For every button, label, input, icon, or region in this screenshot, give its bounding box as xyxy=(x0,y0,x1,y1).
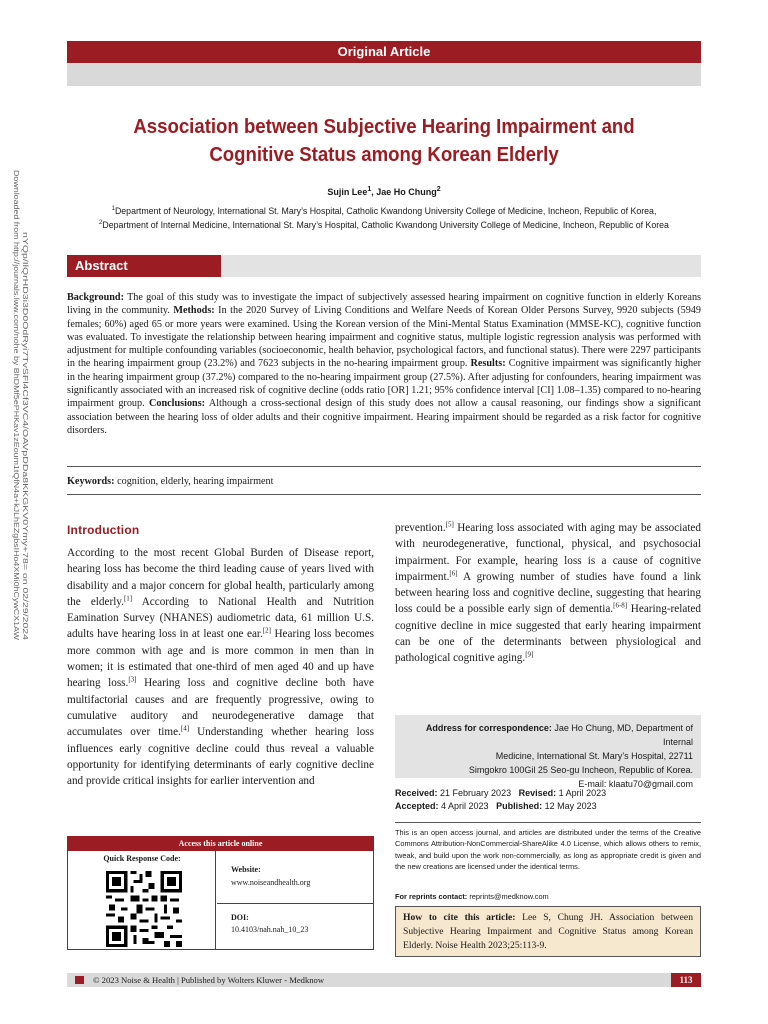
dates-line-2 xyxy=(395,800,701,813)
intro-text-6: prevention. xyxy=(395,522,446,534)
abstract-rule-bottom xyxy=(67,494,701,495)
doi-link[interactable]: 10.4103/nah.nah_10_23 xyxy=(231,925,309,934)
access-heading-text: Access this article online xyxy=(178,839,263,848)
dates-line-1 xyxy=(395,787,701,800)
affiliation-2 xyxy=(67,220,701,230)
results-label: Results: xyxy=(470,358,506,370)
download-watermark-svg xyxy=(6,170,38,640)
qr-cell xyxy=(68,851,216,950)
intro-text-2: According to National Health and Nutrition Eamination Survey (NHANES) audiometric data, 61 million U.S. adults have hearing loss in at least one ear. xyxy=(67,595,374,641)
author-list xyxy=(67,187,701,197)
accepted-date: 4 April 2023 xyxy=(438,801,489,811)
footer-marker xyxy=(75,976,84,984)
article-dates xyxy=(395,787,701,813)
website-cell xyxy=(217,851,374,904)
keywords xyxy=(67,476,701,487)
methods-label: Methods: xyxy=(173,305,215,317)
citation-ref-2[interactable]: [2] xyxy=(262,626,271,635)
accepted-label: Accepted: xyxy=(395,801,439,811)
page-number: 113 xyxy=(671,973,701,987)
author-2-sup: 2 xyxy=(436,186,441,193)
website-label-text: Website: xyxy=(231,865,261,874)
qr-code-icon[interactable] xyxy=(106,871,182,947)
reprints-contact xyxy=(395,892,701,901)
cite-label: How to cite this article: xyxy=(403,912,516,923)
reprints-email[interactable]: reprints@medknow.com xyxy=(467,892,549,901)
abstract-rule-top xyxy=(67,466,701,467)
correspondence-label: Address for correspondence: xyxy=(425,723,552,733)
license-rule xyxy=(395,822,701,823)
website-link[interactable]: www.noiseandhealth.org xyxy=(231,878,311,887)
abstract-body xyxy=(67,291,701,437)
article-type-label: Original Article xyxy=(337,44,431,59)
affiliation-1 xyxy=(67,206,701,216)
introduction-left-column xyxy=(67,545,374,789)
page-footer xyxy=(67,973,701,987)
article-title xyxy=(89,113,679,169)
watermark-line-1: Downloaded from http://journals.lww.com/nohe by BhDMf5ePHKav1zEoum1tQfN4a+kJLhEZgbsIHo4XMi0hCywCX1AW xyxy=(12,170,21,573)
citation-ref-4[interactable]: [4] xyxy=(180,724,190,733)
license-text: This is an open access journal, and articles are distributed under the terms of the Creative Commons Attribution-NonCommercial-ShareAlike 4.0 License, which allows others to remix, tweak, and build upon the work non-commercially, as long as appropriate credit is given and the new creations are licensed under the identical terms. xyxy=(395,828,701,871)
introduction-heading-text: Introduction xyxy=(67,523,140,537)
citation-ref-5[interactable]: [5] xyxy=(445,520,454,529)
banner-gray-bar xyxy=(67,63,701,86)
intro-text-8: A growing number of studies have found a link between hearing loss and cognitive decline, suggesting that hearing loss could be a possible early sign of dementia. xyxy=(395,570,701,616)
correspondence-line-3: Simgokro 100Gil 25 Seo-gu Incheon, Republic of Korea. xyxy=(468,765,693,775)
intro-text-9: Hearing-related cognitive decline in mice suggested that early hearing impairment can be one of the determinants between physiological and pathological cognitive aging. xyxy=(395,603,701,665)
affiliation-2-sup: 2 xyxy=(99,220,103,227)
citation-box xyxy=(395,906,701,957)
author-1-sup: 1 xyxy=(367,186,372,193)
citation-ref-6-8[interactable]: [6-8] xyxy=(613,601,628,610)
intro-text-4: Hearing loss and cognitive decline both have multifactorial causes and are frequently progressive, owing to cumulative auditory and neurodegenerative damage that accumulates over time. xyxy=(67,677,374,739)
affiliation-1-sup: 1 xyxy=(111,206,115,213)
intro-text-5: Understanding whether hearing loss influences early cognitive decline could thus reveal a valuable opportunity for identifying determinants of early cognitive decline and provide critical insights for earlier intervention and xyxy=(67,726,374,788)
keywords-text: cognition, elderly, hearing impairment xyxy=(114,476,274,487)
correspondence-line-2: Medicine, International St. Mary’s Hospital, 22711 xyxy=(495,751,693,761)
citation-ref-3[interactable]: [3] xyxy=(128,675,137,684)
affiliation-1-text: Department of Neurology, International St. Mary’s Hospital, Catholic Kwandong University College of Medicine, Incheon, Republic of Korea, xyxy=(114,206,657,216)
author-sep: , xyxy=(371,187,377,197)
qr-label: Quick Response Code: xyxy=(103,854,181,863)
cite-text: Lee S, Chung JH. Association between Subjective Hearing Impairment and Cognitive Status among Korean Elderly. Noise Health 2023;25:113-9. xyxy=(403,912,693,951)
intro-text-7: Hearing loss associated with aging may be associated with neurodegenerative, functional, physical, and psychosocial impairment. For example, hearing loss is a cause of cognitive impairment. xyxy=(395,522,701,583)
correspondence-email[interactable]: E-mail: klaatu70@gmail.com xyxy=(578,779,693,789)
published-date: 12 May 2023 xyxy=(542,801,597,811)
access-online-box xyxy=(67,836,374,950)
title-line-2: Cognitive Status among Korean Elderly xyxy=(209,144,559,166)
background-text: The goal of this study was to investigate the impact of subjectively assessed hearing impairment on cognitive function in elderly Koreans living in the community. xyxy=(67,292,701,317)
watermark-line-2: nYQp/IlQrHD3i3D0OdRyi7TvSFl4Cf3VC4/OAVpDDa8KKGKV0Ymy+78= on 02/29/2024 xyxy=(21,232,30,528)
download-watermark xyxy=(6,170,38,640)
website-label xyxy=(231,863,374,876)
citation-ref-6[interactable]: [6] xyxy=(449,569,458,578)
doi-label-text: DOI: xyxy=(231,913,249,922)
title-line-1: Association between Subjective Hearing Impairment and xyxy=(133,116,635,138)
author-1: Sujin Lee xyxy=(327,187,368,197)
intro-text-3: Hearing loss becomes more common with age and is more common in men than in women; it is estimated that one-third of men aged 40 and up have hearing loss. xyxy=(67,628,374,690)
citation-ref-9[interactable]: [9] xyxy=(525,650,534,659)
revised-date: 1 April 2023 xyxy=(556,788,607,798)
author-2: Jae Ho Chung xyxy=(376,187,437,197)
published-label: Published: xyxy=(496,801,543,811)
received-label: Received: xyxy=(395,788,438,798)
abstract-heading xyxy=(67,255,221,277)
affiliation-2-text: Department of Internal Medicine, International St. Mary’s Hospital, Catholic Kwandong University College of Medicine, Incheon, Republic of Korea xyxy=(102,220,669,230)
abstract-heading-label: Abstract xyxy=(75,258,128,273)
article-type-banner xyxy=(67,41,701,63)
methods-text: In the 2020 Survey of Living Conditions and Welfare Needs of Korean Older Persons Survey, 9920 subjects (5949 females; 60%) aged 65 or more years were examined. Using the Korean version of the Mini-Mental Status Examination (MMSE-KC), cognitive function was evaluated. To investigate the relationship between hearing impairment and cognitive status, multiple logistic regression analysis was performed with adjustment for multiple confounding variables (socioeconomic, health behavior, psychological factors, and functional status). There were 2297 participants in the hearing impairment group (23.2%) and 7623 subjects in the no-hearing impairment group. xyxy=(67,305,701,370)
background-label: Background: xyxy=(67,292,124,303)
access-heading xyxy=(68,837,373,851)
conclusions-text: Although a cross-sectional design of this study does not allow a causal reasoning, our findings show a significant association between the hearing loss of older adults and their cognitive impairment. Hearing impairment should be regarded as a risk factor for cognitive disorders. xyxy=(67,398,701,436)
correspondence-text-1: Jae Ho Chung, MD, Department of Internal xyxy=(551,723,693,747)
received-date: 21 February 2023 xyxy=(437,788,512,798)
introduction-right-column xyxy=(395,520,701,667)
results-text: Cognitive impairment was significantly higher in the hearing impairment group (37.2%) compared to the no-hearing impairment group (27.5%). After adjusting for confounders, hearing impairment was significantly associated with an increased risk of cognitive decline (odds ratio [OR] 1.21; 95% confidence interval [CI] 1.08–1.35) compared to no-hearing impairment group. xyxy=(67,358,701,410)
correspondence-line-1 xyxy=(403,721,693,749)
keywords-label: Keywords: xyxy=(67,476,115,487)
citation-ref-1[interactable]: [1] xyxy=(123,594,133,603)
conclusions-label: Conclusions: xyxy=(149,398,206,410)
intro-text-1: According to the most recent Global Burden of Disease report, hearing loss has become the third leading cause of years lived with disability and a major concern for global health, particularly among the elderly. xyxy=(67,547,374,608)
doi-cell xyxy=(217,904,374,950)
doi-label xyxy=(231,912,374,924)
reprints-label: For reprints contact: xyxy=(395,892,468,901)
abstract-heading-bar xyxy=(221,255,701,277)
introduction-heading xyxy=(67,523,139,537)
correspondence-box xyxy=(395,715,701,789)
footer-text: © 2023 Noise & Health | Published by Wolters Kluwer - Medknow xyxy=(93,975,325,985)
revised-label: Revised: xyxy=(518,788,557,798)
